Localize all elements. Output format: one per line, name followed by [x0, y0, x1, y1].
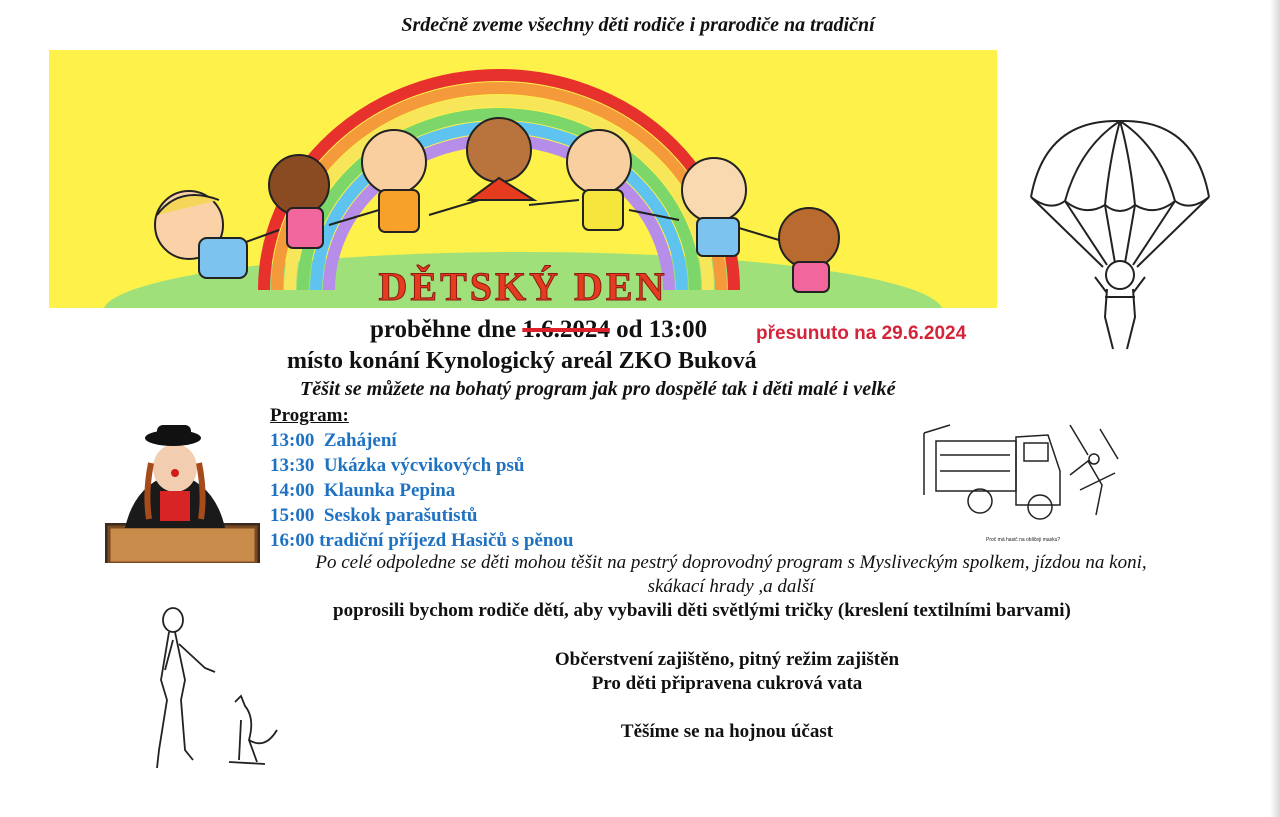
program-teaser: Těšit se můžete na bohatý program jak pro dospělé tak i děti malé i velké — [300, 378, 896, 400]
program-label: tradiční příjezd Hasičů s pěnou — [319, 530, 574, 551]
program-item — [270, 478, 573, 503]
fire-truck-drawing — [920, 415, 1125, 545]
program-item — [270, 428, 573, 453]
clown-photo — [105, 423, 260, 563]
candy-floss-note: Pro děti připravena cukrová vata — [591, 673, 863, 694]
date-prefix: proběhne dne — [370, 316, 517, 343]
program-time: 16:00 — [270, 530, 315, 551]
tshirt-request: poprosili bychom rodiče dětí, aby vybavili děti světlými tričky (kreslení textilními barvami) — [333, 600, 1071, 621]
program-time: 15:00 — [270, 505, 315, 526]
invitation-intro: Srdečně zveme všechny děti rodiče i prarodiče na tradiční — [401, 14, 875, 36]
program-label: Seskok parašutistů — [323, 505, 478, 526]
event-date-line — [370, 316, 707, 344]
program-label: Ukázka výcvikových psů — [323, 455, 525, 476]
program-item — [270, 453, 573, 478]
program-heading: Program: — [270, 405, 349, 426]
afternoon-program-text: Po celé odpoledne se děti mohou těšit na pestrý doprovodný program s Mysliveckým spolkem, jízdou na koni, skákací hrady ,a další — [315, 552, 1147, 597]
program-label: Zahájení — [323, 430, 397, 451]
cancelled-date: 1.6.2024 — [522, 316, 610, 343]
event-time: od 13:00 — [616, 316, 708, 343]
parachutist-drawing — [1025, 117, 1215, 357]
program-list — [270, 428, 573, 553]
program-item — [270, 503, 573, 528]
program-time: 13:30 — [270, 455, 315, 476]
banner-title: DĚTSKÝ DEN — [378, 264, 668, 308]
moved-date-note: přesunuto na 29.6.2024 — [756, 323, 967, 344]
page-edge-shadow — [1270, 0, 1280, 817]
childrens-day-banner — [49, 50, 997, 308]
program-label: Klaunka Pepina — [323, 480, 456, 501]
program-time: 14:00 — [270, 480, 315, 501]
woman-with-dog-drawing — [145, 600, 285, 775]
closing-line: Těšíme se na hojnou účast — [620, 721, 834, 742]
refreshments-note: Občerstvení zajištěno, pitný režim zajištěn — [554, 649, 900, 670]
truck-caption: Proč má hasič na obličeji masku? — [986, 537, 1061, 543]
program-item — [270, 528, 573, 553]
program-time: 13:00 — [270, 430, 315, 451]
event-place: místo konání Kynologický areál ZKO Buková — [287, 348, 757, 374]
